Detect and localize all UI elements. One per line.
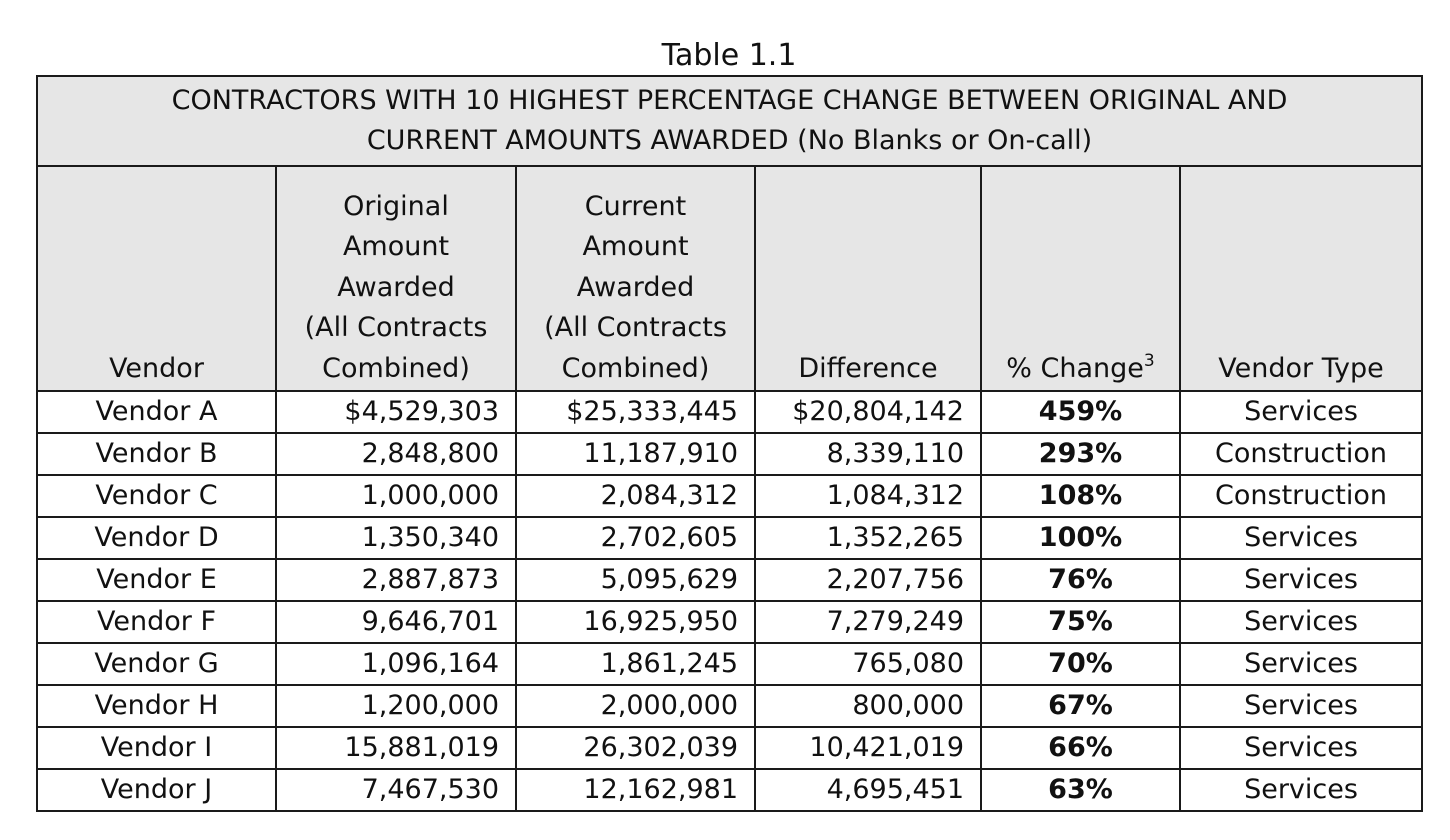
cell-difference: 1,352,265 [755,517,981,559]
cell-original-amount: 1,200,000 [276,685,516,727]
cell-vendor-type: Services [1180,517,1422,559]
cell-difference: 765,080 [755,643,981,685]
cell-pct-change: 100% [981,517,1180,559]
cell-difference: 4,695,451 [755,769,981,811]
cell-original-amount: 2,848,800 [276,433,516,475]
cell-pct-change: 67% [981,685,1180,727]
table-row [37,685,1422,727]
cell-current-amount: 11,187,910 [516,433,755,475]
cell-vendor: Vendor I [37,727,276,769]
cell-vendor-type: Services [1180,559,1422,601]
cell-original-amount: 1,000,000 [276,475,516,517]
column-header-current-line: (All Contracts [544,312,727,343]
cell-vendor: Vendor F [37,601,276,643]
cell-pct-change: 66% [981,727,1180,769]
cell-vendor: Vendor D [37,517,276,559]
column-header-current [516,166,755,391]
cell-vendor-type: Construction [1180,433,1422,475]
cell-pct-change: 70% [981,643,1180,685]
banner-line-2: CURRENT AMOUNTS AWARDED (No Blanks or On-call) [366,125,1093,156]
cell-current-amount: 2,702,605 [516,517,755,559]
cell-current-amount: 16,925,950 [516,601,755,643]
cell-current-amount: 5,095,629 [516,559,755,601]
cell-current-amount: 1,861,245 [516,643,755,685]
table-row [37,727,1422,769]
cell-vendor-type: Services [1180,727,1422,769]
cell-current-amount: $25,333,445 [516,391,755,433]
column-header-difference-label: Difference [798,352,938,384]
cell-original-amount: 1,096,164 [276,643,516,685]
cell-current-amount: 12,162,981 [516,769,755,811]
table-row [37,475,1422,517]
column-header-original-line: Awarded [337,271,455,303]
table-row [37,643,1422,685]
footnote-marker: 3 [1143,350,1155,371]
column-header-current-line: Combined) [561,352,710,384]
column-header-vendor-type [1180,166,1422,391]
banner-line-1: CONTRACTORS WITH 10 HIGHEST PERCENTAGE CHANGE BETWEEN ORIGINAL AND [171,85,1288,116]
column-header-row [37,166,1422,391]
cell-original-amount: 2,887,873 [276,559,516,601]
column-header-original-line: Combined) [322,352,470,384]
contractors-table [36,75,1423,812]
column-header-original-line: Amount [342,231,450,262]
cell-current-amount: 2,084,312 [516,475,755,517]
column-header-vendor-type-label: Vendor Type [1218,352,1384,384]
column-header-difference [755,166,981,391]
column-header-original [276,166,516,391]
cell-pct-change: 293% [981,433,1180,475]
cell-current-amount: 2,000,000 [516,685,755,727]
cell-vendor-type: Services [1180,601,1422,643]
cell-difference: 10,421,019 [755,727,981,769]
table-body [37,391,1422,811]
cell-original-amount: 15,881,019 [276,727,516,769]
cell-vendor: Vendor A [37,391,276,433]
cell-pct-change: 459% [981,391,1180,433]
cell-vendor: Vendor E [37,559,276,601]
column-header-original-line: (All Contracts [304,312,488,343]
cell-current-amount: 26,302,039 [516,727,755,769]
cell-vendor-type: Services [1180,391,1422,433]
cell-pct-change: 76% [981,559,1180,601]
cell-pct-change: 108% [981,475,1180,517]
column-header-pct-change [981,166,1180,391]
column-header-pct-change-label: % Change [1006,352,1144,384]
table-caption: Table 1.1 [661,38,797,73]
cell-vendor: Vendor B [37,433,276,475]
table-row [37,391,1422,433]
table-row [37,559,1422,601]
column-header-vendor-label: Vendor [109,352,204,384]
column-header-current-line: Amount [582,231,689,262]
table-row [37,433,1422,475]
cell-difference: $20,804,142 [755,391,981,433]
column-header-current-line: Current [584,190,687,222]
table-banner-title [37,76,1422,166]
cell-vendor-type: Services [1180,769,1422,811]
column-header-original-line: Original [343,190,449,222]
cell-pct-change: 75% [981,601,1180,643]
cell-difference: 2,207,756 [755,559,981,601]
cell-difference: 8,339,110 [755,433,981,475]
cell-difference: 7,279,249 [755,601,981,643]
banner-row [37,76,1422,166]
cell-difference: 1,084,312 [755,475,981,517]
cell-vendor-type: Construction [1180,475,1422,517]
cell-difference: 800,000 [755,685,981,727]
cell-original-amount: 9,646,701 [276,601,516,643]
column-header-current-line: Awarded [576,271,695,303]
cell-vendor: Vendor J [37,769,276,811]
cell-vendor: Vendor H [37,685,276,727]
cell-original-amount: $4,529,303 [276,391,516,433]
cell-original-amount: 1,350,340 [276,517,516,559]
cell-vendor-type: Services [1180,643,1422,685]
column-header-vendor [37,166,276,391]
cell-vendor: Vendor C [37,475,276,517]
cell-vendor-type: Services [1180,685,1422,727]
cell-vendor: Vendor G [37,643,276,685]
table-row [37,769,1422,811]
table-row [37,517,1422,559]
table-row [37,601,1422,643]
cell-pct-change: 63% [981,769,1180,811]
cell-original-amount: 7,467,530 [276,769,516,811]
